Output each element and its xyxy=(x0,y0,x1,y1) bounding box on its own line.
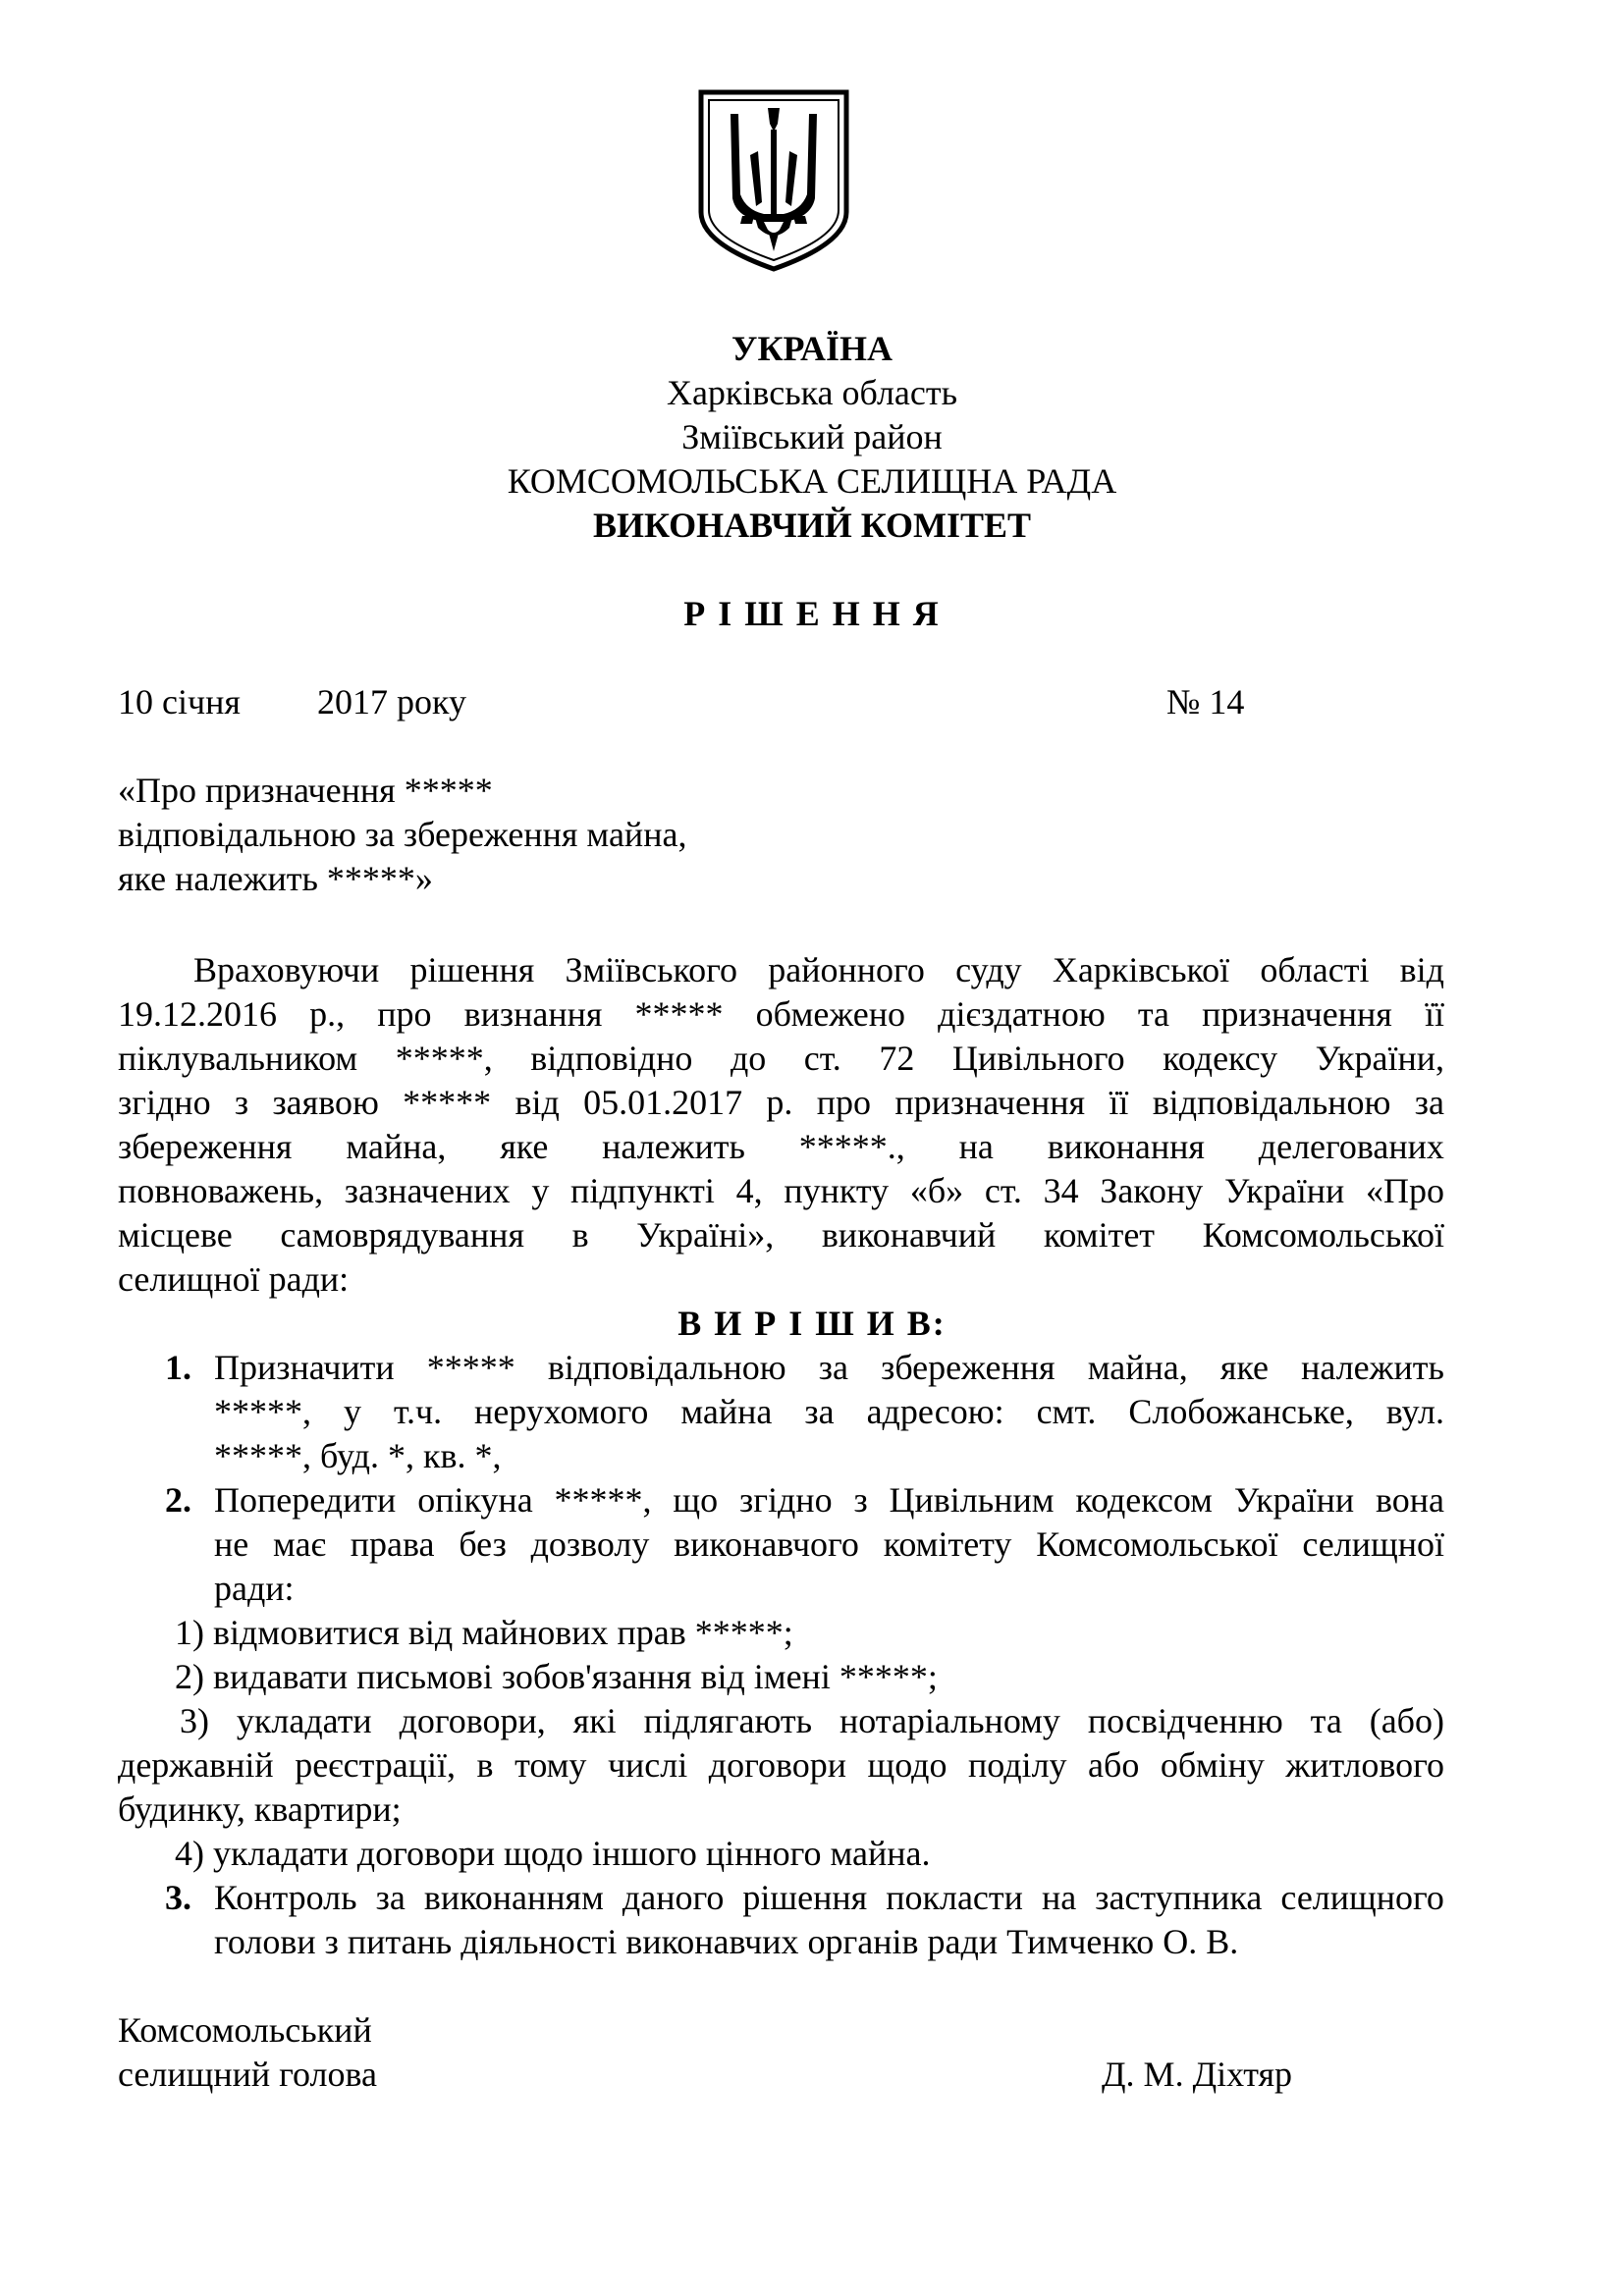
word: її xyxy=(1109,1083,1129,1122)
word: на xyxy=(1041,1878,1077,1917)
word: зазначених xyxy=(344,1171,511,1210)
word: та xyxy=(1310,1701,1342,1740)
item-number-2: 2. xyxy=(165,1480,191,1520)
coat-of-arms-emblem xyxy=(695,86,852,273)
word: Комсомольської xyxy=(1036,1524,1278,1564)
word: *****, xyxy=(214,1392,311,1431)
word: у xyxy=(343,1392,361,1431)
word: має xyxy=(273,1524,326,1564)
word: або xyxy=(1088,1745,1140,1785)
committee-line: ВИКОНАВЧИЙ КОМІТЕТ xyxy=(592,506,1032,545)
word: підпункті xyxy=(570,1171,715,1210)
subitem-4: 4) укладати договори щодо іншого цінного майна. xyxy=(175,1834,931,1873)
word: з xyxy=(853,1480,868,1520)
decided-heading: В И Р І Ш И В: xyxy=(677,1304,947,1343)
word: самоврядування xyxy=(280,1215,525,1255)
word: за xyxy=(818,1348,848,1387)
word: кодексу xyxy=(1163,1039,1278,1078)
word: числі xyxy=(607,1745,688,1785)
date-year: 2017 року xyxy=(317,682,466,721)
word: пункту xyxy=(784,1171,890,1210)
word: Попередити xyxy=(214,1480,397,1520)
word: від xyxy=(514,1083,560,1122)
item-2-line xyxy=(214,1480,1444,1520)
word: р. xyxy=(766,1083,793,1122)
word: які xyxy=(572,1701,617,1740)
word: повноважень, xyxy=(118,1171,324,1210)
word: ст. xyxy=(984,1171,1022,1210)
word: в xyxy=(571,1215,589,1255)
word: даного xyxy=(622,1878,725,1917)
word: *****, xyxy=(395,1039,493,1078)
word: Закону xyxy=(1100,1171,1204,1210)
word: 4, xyxy=(735,1171,763,1210)
word: р., xyxy=(309,994,346,1034)
document-number: № 14 xyxy=(1166,682,1245,721)
word: (або) xyxy=(1369,1701,1444,1740)
word: щодо xyxy=(867,1745,947,1785)
word: *****., xyxy=(798,1127,905,1166)
item-2-line xyxy=(214,1524,1444,1564)
word: делегованих xyxy=(1258,1127,1444,1166)
word: тому xyxy=(514,1745,587,1785)
word: рішення xyxy=(409,950,535,989)
word: у xyxy=(531,1171,550,1210)
word: її xyxy=(1424,994,1444,1034)
word: належить xyxy=(602,1127,745,1166)
word: «Про xyxy=(1365,1171,1444,1210)
word: місцеве xyxy=(118,1215,233,1255)
preamble-line xyxy=(118,994,1444,1034)
word: комітет xyxy=(1043,1215,1156,1255)
word: згідно xyxy=(739,1480,833,1520)
region-line: Харківська область xyxy=(666,373,958,412)
word: що xyxy=(673,1480,719,1520)
word: селищної xyxy=(1302,1524,1444,1564)
word: на xyxy=(958,1127,994,1166)
word: не xyxy=(214,1524,249,1564)
word: ***** xyxy=(403,1083,492,1122)
subject-line-3: яке належить *****» xyxy=(118,859,433,898)
word: вул. xyxy=(1385,1392,1444,1431)
word: заступника xyxy=(1095,1878,1263,1917)
item-2-last-line: ради: xyxy=(214,1569,295,1608)
country-heading: УКРАЇНА xyxy=(731,329,893,368)
item-3-line xyxy=(214,1878,1444,1917)
item-3-last-line: голови з питань діяльності виконавчих органів ради Тимченко О. В. xyxy=(214,1922,1239,1961)
word: визнання xyxy=(463,994,603,1034)
word: 72 xyxy=(879,1039,915,1078)
preamble-line xyxy=(118,1083,1444,1122)
subitem-1: 1) відмовитися від майнових прав *****; xyxy=(175,1613,793,1652)
document-type-heading: Р І Ш Е Н Н Я xyxy=(683,594,941,633)
item-1-line xyxy=(214,1392,1444,1431)
word: за xyxy=(1414,1083,1444,1122)
word: виконавчий xyxy=(821,1215,997,1255)
word: селищного xyxy=(1280,1878,1444,1917)
word: збереження xyxy=(881,1348,1056,1387)
word: права xyxy=(350,1524,435,1564)
subject-line-1: «Про призначення ***** xyxy=(118,771,493,810)
word: «б» xyxy=(909,1171,964,1210)
word: поділу xyxy=(968,1745,1067,1785)
word: смт. xyxy=(1036,1392,1097,1431)
word: дозволу xyxy=(530,1524,650,1564)
word: Цивільним xyxy=(889,1480,1055,1520)
preamble-line xyxy=(118,1215,1444,1255)
preamble-line xyxy=(118,1127,1444,1166)
subitem-3-line xyxy=(180,1701,1444,1740)
word: виконанням xyxy=(423,1878,604,1917)
word: піклувальником xyxy=(118,1039,358,1078)
word: збереження xyxy=(118,1127,293,1166)
word: Харківської xyxy=(1052,950,1230,989)
word: державній xyxy=(118,1745,274,1785)
word: договори, xyxy=(399,1701,546,1740)
word: опікуна xyxy=(417,1480,533,1520)
preamble-line xyxy=(193,950,1444,989)
word: без xyxy=(459,1524,507,1564)
date-day: 10 січня xyxy=(118,682,241,721)
word: майна, xyxy=(346,1127,447,1166)
subitem-3-last-line: будинку, квартири; xyxy=(118,1789,402,1829)
preamble-last-line: селищної ради: xyxy=(118,1259,350,1299)
word: Цивільного xyxy=(951,1039,1125,1078)
word: районного xyxy=(768,950,925,989)
item-1-line xyxy=(214,1348,1444,1387)
item-1-last-line: *****, буд. *, кв. *, xyxy=(214,1436,502,1475)
word: нерухомого xyxy=(474,1392,649,1431)
word: відповідно xyxy=(530,1039,693,1078)
word: кодексом xyxy=(1075,1480,1213,1520)
word: про xyxy=(816,1083,871,1122)
word: обмежено xyxy=(755,994,906,1034)
word: укладати xyxy=(236,1701,372,1740)
word: підлягають xyxy=(643,1701,813,1740)
word: житлового xyxy=(1285,1745,1444,1785)
word: яке xyxy=(1219,1348,1270,1387)
word: призначення xyxy=(1202,994,1392,1034)
word: відповідальною xyxy=(547,1348,786,1387)
word: Україні», xyxy=(636,1215,775,1255)
word: Призначити xyxy=(214,1348,395,1387)
word: реєстрації, xyxy=(295,1745,457,1785)
word: рішення xyxy=(742,1878,868,1917)
word: покласти xyxy=(886,1878,1023,1917)
word: Враховуючи xyxy=(193,950,380,989)
word: вона xyxy=(1376,1480,1444,1520)
word: Зміївського xyxy=(565,950,738,989)
word: України xyxy=(1223,1171,1345,1210)
word: призначення xyxy=(894,1083,1086,1122)
word: комітету xyxy=(883,1524,1012,1564)
word: Контроль xyxy=(214,1878,357,1917)
signatory-title-line-1: Комсомольський xyxy=(118,2010,372,2050)
item-number-1: 1. xyxy=(165,1348,191,1387)
word: області xyxy=(1260,950,1370,989)
word: виконання xyxy=(1047,1127,1205,1166)
word: 19.12.2016 xyxy=(118,994,277,1034)
word: України, xyxy=(1315,1039,1444,1078)
word: за xyxy=(804,1392,835,1431)
word: відповідальною xyxy=(1152,1083,1391,1122)
word: виконавчого xyxy=(674,1524,859,1564)
word: від xyxy=(1399,950,1444,989)
word: Слобожанське, xyxy=(1128,1392,1354,1431)
word: заявою xyxy=(272,1083,379,1122)
word: з xyxy=(234,1083,249,1122)
word: дієздатною xyxy=(938,994,1106,1034)
word: адресою: xyxy=(866,1392,1004,1431)
signatory-name: Д. М. Діхтяр xyxy=(1102,2055,1293,2094)
preamble-line xyxy=(118,1039,1444,1078)
word: України xyxy=(1233,1480,1355,1520)
signatory-title-line-2: селищний голова xyxy=(118,2055,378,2094)
word: посвідченню xyxy=(1087,1701,1283,1740)
word: договори xyxy=(708,1745,846,1785)
word: обміну xyxy=(1160,1745,1265,1785)
word: належить xyxy=(1301,1348,1444,1387)
word: т.ч. xyxy=(393,1392,443,1431)
word: про xyxy=(377,994,432,1034)
word: згідно xyxy=(118,1083,211,1122)
word: 34 xyxy=(1043,1171,1079,1210)
subitem-2: 2) видавати письмові зобов'язання від імені *****; xyxy=(175,1657,938,1696)
word: до xyxy=(730,1039,767,1078)
word: майна, xyxy=(1087,1348,1188,1387)
word: ст. xyxy=(803,1039,841,1078)
word: яке xyxy=(500,1127,549,1166)
word: Комсомольської xyxy=(1202,1215,1444,1255)
word: ***** xyxy=(634,994,724,1034)
word: та xyxy=(1137,994,1169,1034)
subitem-3-line xyxy=(118,1745,1444,1785)
word: 05.01.2017 xyxy=(583,1083,743,1122)
district-line: Зміївський район xyxy=(681,417,943,456)
word: суду xyxy=(955,950,1022,989)
word: за xyxy=(375,1878,406,1917)
word: 3) xyxy=(180,1701,209,1740)
word: *****, xyxy=(554,1480,652,1520)
word: нотаріальному xyxy=(839,1701,1060,1740)
item-number-3: 3. xyxy=(165,1878,191,1917)
council-line: КОМСОМОЛЬСЬКА СЕЛИЩНА РАДА xyxy=(507,461,1117,501)
word: в xyxy=(476,1745,494,1785)
word: ***** xyxy=(426,1348,515,1387)
preamble-line xyxy=(118,1171,1444,1210)
subject-line-2: відповідальною за збереження майна, xyxy=(118,815,687,854)
word: майна xyxy=(680,1392,773,1431)
